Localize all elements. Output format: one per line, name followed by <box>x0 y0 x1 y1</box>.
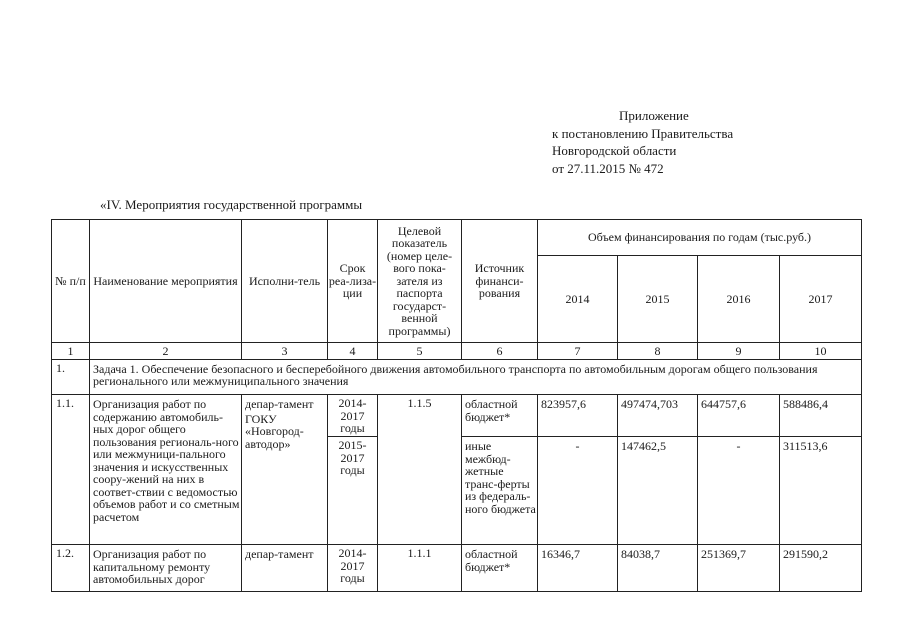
value-2014: 16346,7 <box>538 545 618 592</box>
measure-name: Организация работ по содержанию автомобиль-ных дорог общего пользования региональ-ного или межмуници-пального значения и искусственных соору-жений на них в соответ-ствии с ведомостью объемов работ и со сметным расчетом <box>90 395 242 545</box>
measures-table <box>51 219 862 592</box>
executor-cell: депар-тамент <box>242 545 328 592</box>
col-number: 9 <box>698 343 780 360</box>
value-2017: 291590,2 <box>780 545 862 592</box>
header-year-2017: 2017 <box>780 256 862 343</box>
header-year-2014: 2014 <box>538 256 618 343</box>
indicator-cell: 1.1.1 <box>378 545 462 592</box>
section-title: «IV. Мероприятия государственной программы <box>100 197 363 212</box>
heading-date: от 27.11.2015 № 472 <box>552 160 664 176</box>
col-number: 8 <box>618 343 698 360</box>
header-year-2015: 2015 <box>618 256 698 343</box>
task-num: 1. <box>52 360 90 395</box>
document-heading <box>552 107 733 177</box>
col-number: 5 <box>378 343 462 360</box>
col-number: 3 <box>242 343 328 360</box>
task-text: Задача 1. Обеспечение безопасного и бесперебойного движения автомобильного транспорта по автомобильным дорогам общего пользования регионального или межмуниципального значения <box>90 360 862 395</box>
executor-cell <box>242 395 328 545</box>
heading-decree: к постановлению Правительства <box>552 125 734 141</box>
period-cell: 2014-2017 годы <box>328 395 378 437</box>
header-funding: Объем финансирования по годам (тыс.руб.) <box>538 220 862 256</box>
value-2017: 588486,4 <box>780 395 862 437</box>
value-2015: 147462,5 <box>618 437 698 545</box>
header-executor: Исполни-тель <box>242 220 328 343</box>
header-period: Срок реа-лиза-ции <box>328 220 378 343</box>
header-name: Наименование мероприятия <box>90 220 242 343</box>
col-number: 1 <box>52 343 90 360</box>
period-cell: 2014-2017 годы <box>328 545 378 592</box>
value-2014: - <box>538 437 618 545</box>
source-cell: областной бюджет* <box>462 545 538 592</box>
measure-name: Организация работ по капитальному ремонту автомобильных дорог <box>90 545 242 592</box>
heading-region: Новгородской области <box>552 143 677 158</box>
header-source: Источник финанси-рования <box>462 220 538 343</box>
source-cell: иные межбюд-жетные транс-ферты из федераль-ного бюджета <box>462 437 538 545</box>
header-indicator: Целевой показатель (номер целе-вого пока-зателя из паспорта государст-венной программы) <box>378 220 462 343</box>
value-2015: 84038,7 <box>618 545 698 592</box>
header-num: № п/п <box>52 220 90 343</box>
period-cell: 2015-2017 годы <box>328 437 378 545</box>
header-year-2016: 2016 <box>698 256 780 343</box>
value-2016: - <box>698 437 780 545</box>
source-cell: областной бюджет* <box>462 395 538 437</box>
executor-goku: ГОКУ «Новгород-автодор» <box>245 411 304 451</box>
col-number: 2 <box>90 343 242 360</box>
value-2014: 823957,6 <box>538 395 618 437</box>
executor-dept: депар-тамент <box>245 397 314 411</box>
heading-appendix: Приложение <box>619 108 689 123</box>
col-number: 6 <box>462 343 538 360</box>
value-2017: 311513,6 <box>780 437 862 545</box>
col-number: 10 <box>780 343 862 360</box>
col-number: 4 <box>328 343 378 360</box>
value-2016: 644757,6 <box>698 395 780 437</box>
row-num: 1.1. <box>52 395 90 545</box>
value-2016: 251369,7 <box>698 545 780 592</box>
value-2015: 497474,703 <box>618 395 698 437</box>
col-number: 7 <box>538 343 618 360</box>
row-num: 1.2. <box>52 545 90 592</box>
indicator-cell: 1.1.5 <box>378 395 462 545</box>
